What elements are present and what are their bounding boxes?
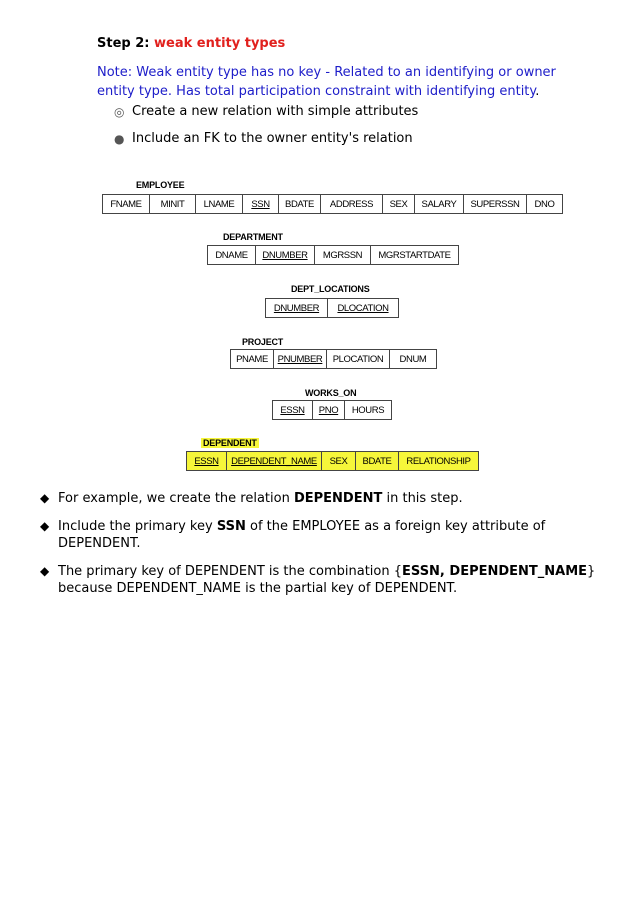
key-attribute-cell: ESSN: [187, 452, 227, 470]
attribute-cell: SEX: [383, 195, 415, 213]
attribute-cell: MGRSSN: [315, 246, 371, 264]
note-period: .: [535, 84, 540, 99]
bullet-text: Create a new relation with simple attributes: [132, 104, 419, 119]
point-bold-term: SSN: [216, 519, 246, 534]
point-text-part: The primary key of DEPENDENT is the combination {: [58, 564, 403, 579]
relation-name-dept-locations: DEPT_LOCATIONS: [291, 284, 370, 294]
note-text: Note: Weak entity type has no key - Related to an identifying or owner entity type. Has total participation constraint with identifying entity: [97, 65, 556, 99]
relation-name-works-on: WORKS_ON: [305, 388, 357, 398]
attribute-cell: DNO: [534, 198, 555, 210]
key-attribute-cell: DEPENDENT_NAME: [227, 452, 322, 470]
relation-dependent: [186, 451, 479, 471]
relation-name-employee: EMPLOYEE: [136, 180, 185, 190]
key-attribute-cell: ESSN: [273, 401, 313, 419]
attribute-cell: SALARY: [415, 195, 464, 213]
step-label: Step 2:: [97, 36, 150, 51]
diamond-bullet-icon: ◆: [40, 564, 50, 578]
bullet-item: [114, 104, 418, 119]
step-title: weak entity types: [154, 36, 286, 51]
relation-name-project: PROJECT: [242, 337, 284, 347]
bullet-item: [114, 131, 413, 146]
relation-project: [230, 349, 437, 369]
bullet-text: Include an FK to the owner entity's relation: [132, 131, 413, 146]
point-text-part: For example, we create the relation: [58, 491, 294, 506]
relation-dept-locations: [265, 298, 399, 318]
point-bold-term: ESSN, DEPENDENT_NAME: [402, 564, 588, 579]
point-text: [58, 518, 600, 552]
attribute-cell: HOURS: [351, 404, 385, 416]
attribute-cell: BDATE: [356, 452, 399, 470]
list-item: [40, 518, 600, 552]
attribute-cell: SUPERSSN: [464, 195, 527, 213]
attribute-cell: BDATE: [279, 195, 321, 213]
attribute-cell: DNAME: [208, 246, 256, 264]
relation-employee: [102, 194, 563, 214]
point-text: [58, 563, 600, 597]
key-attribute-cell: PNUMBER: [274, 350, 327, 368]
diamond-bullet-icon: ◆: [40, 519, 50, 533]
attribute-cell: SEX: [322, 452, 356, 470]
point-text: [58, 490, 600, 507]
attribute-cell: PNAME: [231, 350, 274, 368]
point-text-part: Include the primary key: [58, 519, 217, 534]
diamond-bullet-icon: ◆: [40, 491, 50, 505]
attribute-cell: LNAME: [196, 195, 243, 213]
relation-works-on: [272, 400, 392, 420]
point-text-part: of the EMPLOYEE as a foreign key attribute of DEPENDENT.: [58, 519, 546, 551]
attribute-cell: DNUM: [399, 353, 427, 365]
attribute-cell: MINIT: [150, 195, 196, 213]
key-attribute-cell: DNUMBER: [266, 299, 328, 317]
key-attribute-cell: DLOCATION: [337, 302, 389, 314]
attribute-cell: RELATIONSHIP: [399, 452, 478, 470]
note-paragraph: [97, 63, 577, 101]
relation-name-department: DEPARTMENT: [223, 232, 283, 242]
relation-department: [207, 245, 459, 265]
attribute-cell: FNAME: [103, 195, 150, 213]
attribute-cell: ADDRESS: [321, 195, 383, 213]
point-text-part: } because DEPENDENT_NAME is the partial key of DEPENDENT.: [58, 564, 596, 596]
circle-bullet-icon: ◎: [114, 104, 125, 119]
attribute-cell: MGRSTARTDATE: [378, 249, 451, 261]
point-text-part: in this step.: [382, 491, 463, 506]
list-item: [40, 563, 600, 597]
step-heading: [97, 36, 285, 51]
key-attribute-cell: DNUMBER: [256, 246, 315, 264]
key-attribute-cell: PNO: [313, 401, 345, 419]
explanation-list: [40, 490, 600, 608]
relation-name-dependent: DEPENDENT: [203, 438, 257, 448]
key-attribute-cell: SSN: [243, 195, 279, 213]
attribute-cell: PLOCATION: [327, 350, 390, 368]
dot-bullet-icon: ●: [114, 131, 125, 146]
list-item: [40, 490, 600, 507]
point-bold-term: DEPENDENT: [293, 491, 383, 506]
